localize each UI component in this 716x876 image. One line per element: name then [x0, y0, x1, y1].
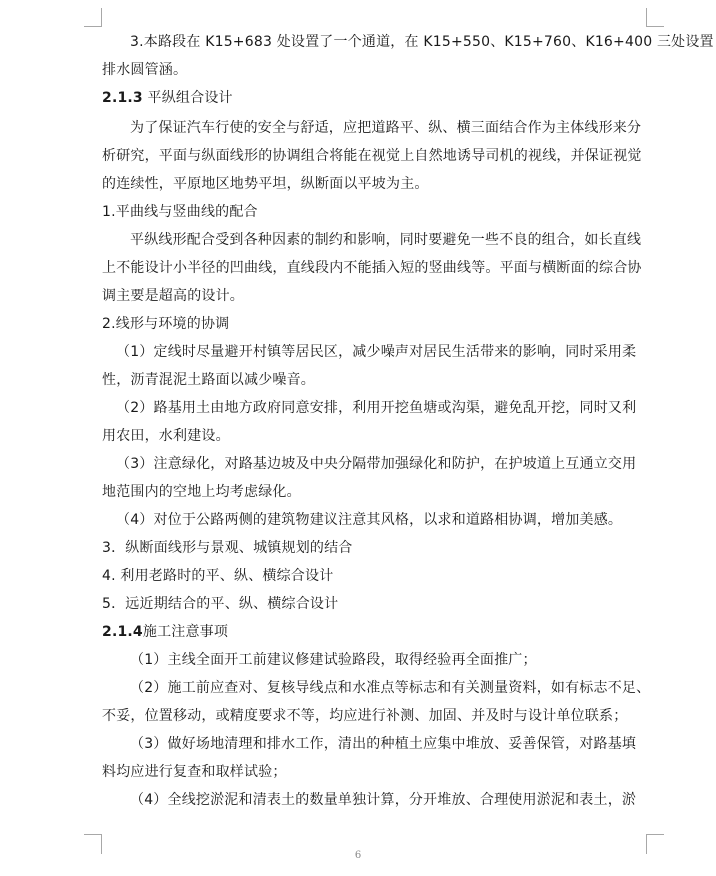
list-item-line: 性，沥青混泥土路面以减少噪音。: [102, 372, 315, 388]
list-item-line: （1）主线全面开工前建议修建试验路段，取得经验再全面推广；: [130, 652, 537, 668]
list-item-line: （2）施工前应查对、复核导线点和水准点等标志和有关测量资料，如有标志不足、: [130, 680, 651, 696]
list-item-line: 地范围内的空地上均考虑绿化。: [102, 484, 301, 500]
list-item-line: 料均应进行复查和取样试验；: [102, 764, 287, 780]
paragraph-line: 析研究，平面与纵面线形的协调组合将能在视觉上自然地诱导司机的视线，并保证视觉: [102, 148, 642, 164]
crop-mark-top-right-h: [646, 26, 664, 27]
list-item-line: 用农田，水利建设。: [102, 428, 230, 444]
list-item-line: （4）全线挖淤泥和清表土的数量单独计算，分开堆放、合理使用淤泥和表土，淤: [130, 792, 637, 808]
page-number: 6: [354, 850, 362, 861]
list-item-line: （1）定线时尽量避开村镇等居民区，减少噪声对居民生活带来的影响，同时采用柔: [116, 344, 637, 360]
list-heading: 4. 利用老路时的平、纵、横综合设计: [102, 568, 334, 584]
section-heading-2-1-4: [102, 622, 644, 642]
section-heading-2-1-3: [102, 88, 644, 108]
heading-number: 2.1.4: [102, 624, 143, 640]
list-heading: 2.线形与环境的协调: [102, 316, 230, 332]
heading-number: 2.1.3: [102, 90, 143, 106]
crop-mark-bottom-left-h: [84, 834, 102, 835]
heading-title: 平纵组合设计: [142, 90, 233, 106]
crop-mark-top-right-v: [646, 8, 647, 27]
paragraph-line: 3.本路段在 K15+683 处设置了一个通道，在 K15+550、K15+760、K16+400 三处设置: [130, 34, 714, 50]
heading-title: 施工注意事项: [142, 624, 229, 640]
paragraph-line: 调主要是超高的设计。: [102, 288, 244, 304]
paragraph-line: 排水圆管涵。: [102, 62, 188, 78]
crop-mark-bottom-right-h: [646, 834, 664, 835]
list-heading: 1.平曲线与竖曲线的配合: [102, 204, 258, 220]
paragraph-line: 平纵线形配合受到各种因素的制约和影响，同时要避免一些不良的组合，如长直线: [130, 232, 642, 248]
paragraph-line: 为了保证汽车行使的安全与舒适，应把道路平、纵、横三面结合作为主体线形来分: [130, 120, 642, 136]
list-item-line: （3）做好场地清理和排水工作，清出的种植土应集中堆放、妥善保管，对路基填: [130, 736, 637, 752]
paragraph-line: 上不能设计小半径的凹曲线，直线段内不能插入短的竖曲线等。平面与横断面的综合协: [102, 260, 642, 276]
crop-mark-top-left-v: [101, 8, 102, 27]
list-item-line: （2）路基用土由地方政府同意安排，利用开挖鱼塘或沟渠，避免乱开挖，同时又利: [116, 400, 637, 416]
crop-mark-top-left-h: [84, 26, 102, 27]
list-item-line: （4）对位于公路两侧的建筑物建议注意其风格，以求和道路相协调，增加美感。: [116, 512, 623, 528]
list-heading: 3．纵断面线形与景观、城镇规划的结合: [102, 540, 353, 556]
list-item-line: （3）注意绿化，对路基边坡及中央分隔带加强绿化和防护，在护坡道上互通立交用: [116, 456, 637, 472]
paragraph-line: 的连续性，平原地区地势平坦，纵断面以平坡为主。: [102, 176, 429, 192]
list-heading: 5．远近期结合的平、纵、横综合设计: [102, 596, 339, 612]
list-item-line: 不妥，位置移动，或精度要求不等，均应进行补测、加固、并及时与设计单位联系；: [102, 708, 628, 724]
